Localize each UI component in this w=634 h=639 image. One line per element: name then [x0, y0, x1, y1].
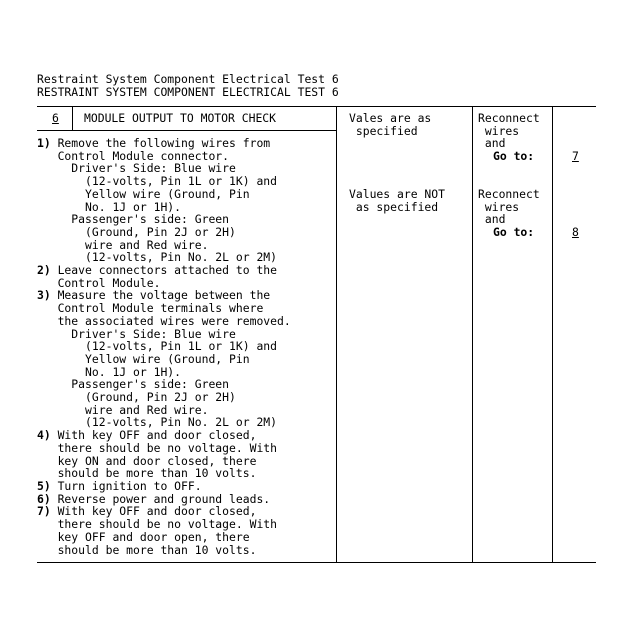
action-line: and [478, 212, 506, 227]
step-number: 2) [37, 263, 51, 278]
step-text: wire and Red wire. [57, 402, 209, 417]
step-text: key ON and door closed, there [57, 453, 257, 468]
step-text: Passenger's side: Green [57, 212, 230, 227]
condition-line: Vales are as [349, 111, 432, 125]
condition-line: Values are NOT [349, 187, 446, 201]
step-text: Control Module. [57, 275, 161, 290]
step-text: should be more than 10 volts. [57, 542, 257, 557]
action-line: Reconnect [478, 187, 540, 201]
step-text: key OFF and door open, there [57, 529, 250, 544]
goto-target-link[interactable]: 8 [572, 225, 579, 239]
step-text: Yellow wire (Ground, Pin [57, 351, 250, 366]
step-text: wire and Red wire. [57, 237, 209, 252]
step-text: With key OFF and door closed, [57, 428, 257, 443]
step-text: (12-volts, Pin No. 2L or 2M) [57, 250, 278, 265]
goto-target-link[interactable]: 7 [572, 149, 579, 163]
step-text: Leave connectors attached to the [57, 263, 278, 278]
step-text: (Ground, Pin 2J or 2H) [57, 224, 236, 239]
step-text: Control Module connector. [57, 148, 230, 163]
goto-label: Go to: [493, 149, 535, 163]
step-text: should be more than 10 volts. [57, 466, 257, 481]
step-text: the associated wires were removed. [57, 313, 291, 328]
action-line: wires [478, 199, 520, 214]
table-bottom-rule [37, 562, 596, 563]
step-number: 4) [37, 428, 51, 443]
column-divider-3 [552, 106, 553, 562]
step-text: Control Module terminals where [57, 301, 264, 316]
step-text: (12-volts, Pin No. 2L or 2M) [57, 415, 278, 430]
step-number: 1) [37, 136, 51, 150]
step-text: Driver's Side: Blue wire [57, 326, 236, 341]
result-action [478, 188, 540, 226]
step-text: there should be no voltage. With [57, 440, 278, 455]
goto-label: Go to: [493, 225, 535, 239]
document-title: Restraint System Component Electrical Test 6 [37, 72, 339, 86]
step-number: 7) [37, 504, 51, 519]
step-text: (12-volts, Pin 1L or 1K) and [57, 339, 278, 354]
step-text: (12-volts, Pin 1L or 1K) and [57, 174, 278, 189]
result-condition [349, 112, 431, 137]
result-action [478, 112, 540, 150]
action-line: and [478, 136, 506, 151]
action-line: Reconnect [478, 111, 540, 125]
action-line: wires [478, 123, 520, 138]
test-header-bottom-rule [37, 130, 336, 131]
step-text: No. 1J or 1H). [57, 364, 182, 379]
document-heading: RESTRAINT SYSTEM COMPONENT ELECTRICAL TEST 6 [37, 85, 339, 99]
condition-line: as specified [349, 199, 439, 214]
step-line [37, 544, 291, 557]
result-condition [349, 188, 445, 213]
step-text: there should be no voltage. With [57, 517, 278, 532]
step-text: Remove the following wires from [57, 136, 271, 150]
step-text: With key OFF and door closed, [57, 504, 257, 519]
step-text: Yellow wire (Ground, Pin [57, 186, 250, 201]
step-text: Reverse power and ground leads. [57, 491, 271, 506]
step-text: (Ground, Pin 2J or 2H) [57, 390, 236, 405]
procedure-steps [37, 137, 291, 556]
step-number: 5) [37, 478, 51, 493]
test-number-divider [72, 106, 73, 130]
test-name: MODULE OUTPUT TO MOTOR CHECK [84, 111, 277, 125]
step-text: Measure the voltage between the [57, 288, 271, 303]
step-number: 6) [37, 491, 51, 506]
step-text: Driver's Side: Blue wire [57, 161, 236, 176]
table-top-rule [37, 106, 596, 107]
column-divider-2 [472, 106, 473, 562]
step-text: No. 1J or 1H). [57, 199, 182, 214]
column-divider-1 [336, 106, 337, 562]
step-text: Passenger's side: Green [57, 377, 230, 392]
step-text: Turn ignition to OFF. [57, 478, 202, 493]
test-number: 6 [52, 111, 59, 125]
condition-line: specified [349, 123, 418, 138]
step-number: 3) [37, 288, 51, 303]
